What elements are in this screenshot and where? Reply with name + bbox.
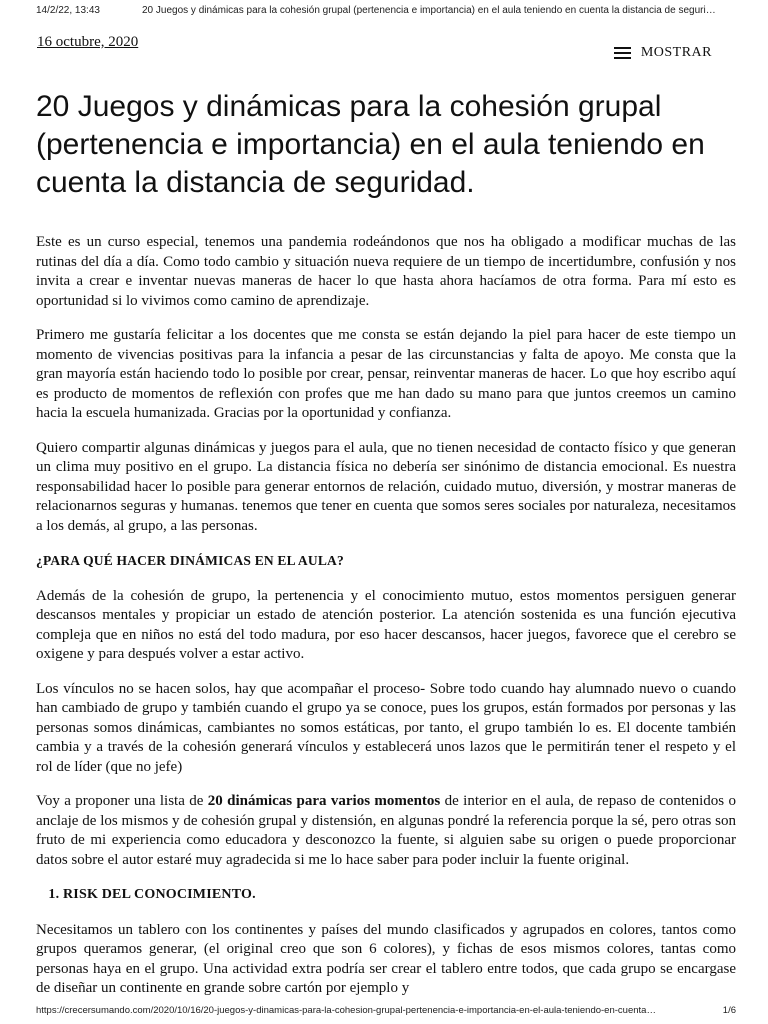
print-header (36, 5, 736, 16)
intro-paragraph-3: Quiero compartir algunas dinámicas y juegos para el aula, que no tienen necesidad de contacto físico y que generan un clima muy positivo en el grupo. La distancia física no debería ser sinónimo de distancia emocional. Es nuestra responsabilidad hacer lo posible para generar entornos de relación, cuidado mutuo, diversión, y mostrar maneras de relacionarnos seguras y humanas. tenemos que tener en cuenta que somos seres sociales por naturaleza, necesitamos a los demás, al grupo, a las personas. (36, 439, 736, 534)
dynamics-list (36, 885, 736, 905)
proposal-text-bold: 20 dinámicas para varios momentos (207, 793, 441, 809)
print-page-number: 1/6 (722, 1005, 736, 1016)
post-date-link[interactable]: 16 octubre, 2020 (37, 34, 139, 50)
post-content (36, 233, 736, 1014)
menu-toggle-button[interactable] (614, 44, 712, 62)
final-paragraph: Necesitamos un tablero con los continentes y países del mundo clasificados y agrupados en colores, tantos como grupos queramos generar, (el original creo que son 6 colores), y fichas de esos mismos colores, tantas como personas haya en el grupo. Una actividad extra podría ser crear el tablero entre todos, que cada grupo se encargase de diseñar un continente en grande sobre cartón por ejemplo y (36, 921, 736, 996)
hamburger-menu-icon (614, 44, 631, 62)
post-title: 20 Juegos y dinámicas para la cohesión grupal (pertenencia e importancia) en el aula teniendo en cuenta la distancia de seguridad. (36, 90, 705, 199)
section-paragraph-1: Además de la cohesión de grupo, la pertenencia y el conocimiento mutuo, estos momentos persiguen generar descansos mentales y propiciar un estado de atención posterior. La atención sostenida es una función ejecutiva compleja que en niños no está del todo madura, por eso hacer descansos, hacer juegos, favorece que el cerebro se oxigene y para después volver a estar activo. (36, 587, 736, 662)
section-heading: ¿PARA QUÉ HACER DINÁMICAS EN EL AULA? (36, 553, 344, 568)
menu-label: MOSTRAR (640, 45, 712, 60)
proposal-paragraph (36, 792, 736, 870)
list-item-risk: 1. RISK DEL CONOCIMIENTO. (63, 885, 736, 905)
intro-paragraph-2: Primero me gustaría felicitar a los docentes que me consta se están dejando la piel para hacer de este tiempo un momento de vivencias positivas para la infancia a pesar de las circunstancias y falta de apoyo. Me consta que la gran mayoría están haciendo todo lo posible por crear, pensar, reinventar maneras de hacer. Lo que hoy escribo aquí es producto de momentos de reflexión con profes que me han dado su mano para que juntos creemos un camino hacia la escuela humanizada. Gracias por la oportunidad y confianza. (36, 327, 736, 421)
proposal-text-end: de interior en el aula, de repaso de contenidos o anclaje de los mismos y de cohesión grupal y distensión, en algunas pondré la referencia porque la sé, pero otras son fruto de mi experiencia como educadora y desconozco la fuente, si alguien sabe su origen o puede proporcionar datos sobre el autor estaré muy agradecida si me lo hace saber para poder incluir la fuente original. (36, 793, 736, 868)
section-paragraph-2: Los vínculos no se hacen solos, hay que acompañar el proceso- Sobre todo cuando hay alumnado nuevo o cuando han cambiado de grupo y también cuando el grupo ya se conoce, pues los grupos, están formados por personas y las personas somos dinámicas, cambiantes no somos estáticas, por tanto, el grupo también lo es. El docente también cambia y a través de la cohesión generará vínculos y establecerá unos lazos que le permitirán tener el respeto y el rol de líder (que no jefe) (36, 680, 736, 775)
proposal-text-start: Voy a proponer una lista de (36, 793, 208, 809)
print-footer (36, 1005, 736, 1016)
print-timestamp: 14/2/22, 13:43 (36, 5, 100, 16)
intro-paragraph-1: Este es un curso especial, tenemos una pandemia rodeándonos que nos ha obligado a modificar muchas de las rutinas del día a día. Como todo cambio y situación nueva requiere de un tiempo de incertidumbre, confusión y nos invita a crear e inventar nuevas maneras de hacer lo que hasta ahora hacíamos de otra forma. Para mí esto es oportunidad si lo vivimos como camino de aprendizaje. (36, 234, 736, 309)
print-page-title: 20 Juegos y dinámicas para la cohesión grupal (pertenencia e importancia) en el aula teniendo en cuenta la distancia de seguri… (142, 5, 716, 16)
print-url: https://crecersumando.com/2020/10/16/20-juegos-y-dinamicas-para-la-cohesion-grupal-pertenencia-e-importancia-en-el-aula-teniendo-en-cuenta… (36, 1005, 656, 1016)
